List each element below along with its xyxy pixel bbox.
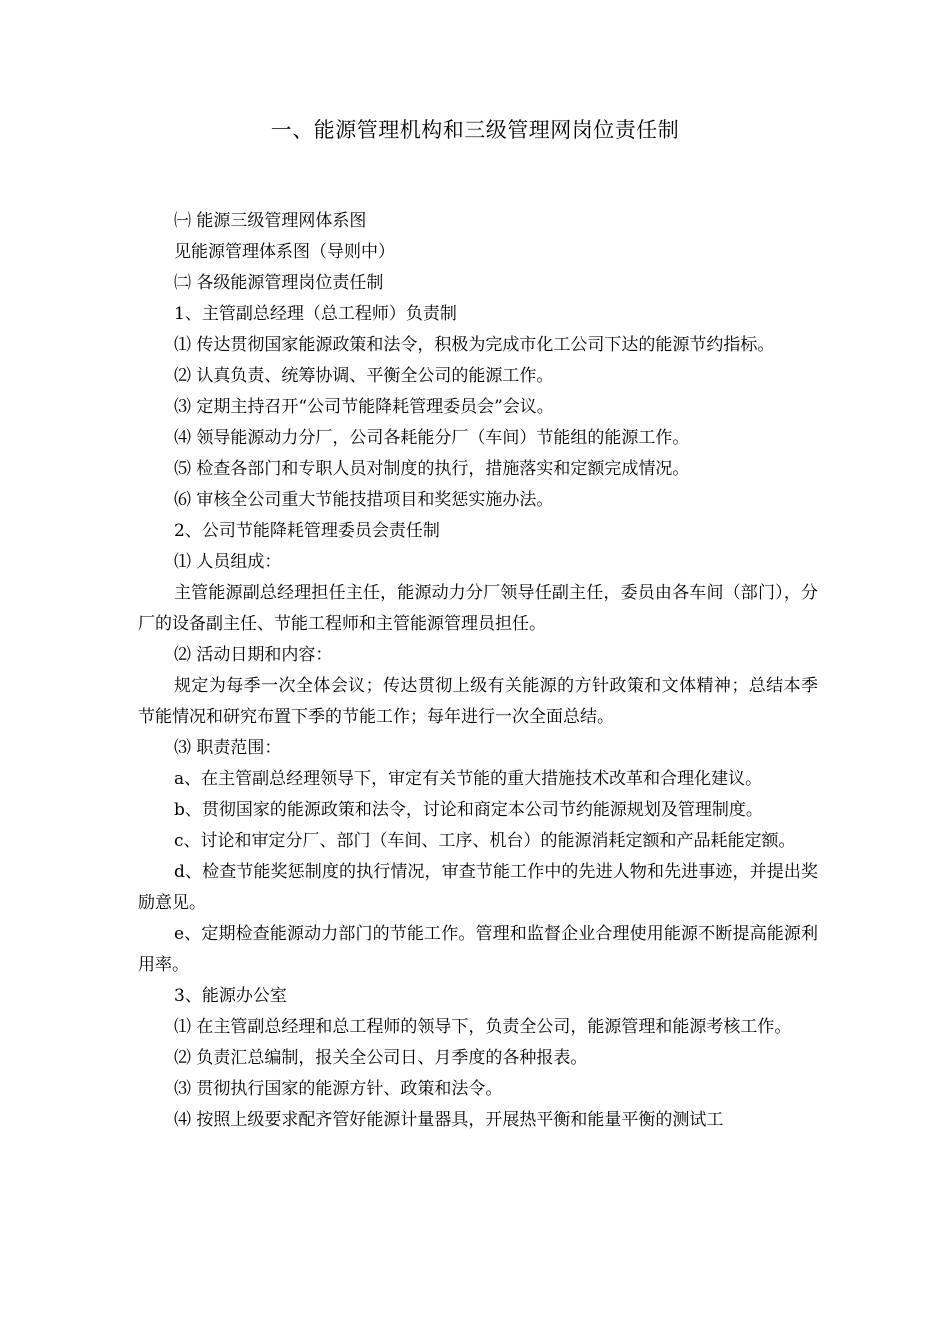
paragraph: ⑵ 认真负责、统筹协调、平衡全公司的能源工作。 [174,366,554,386]
paragraph: b、贯彻国家的能源政策和法令，讨论和商定本公司节约能源规划及管理制度。 [174,800,763,820]
paragraph: 规定为每季一次全体会议；传达贯彻上级有关能源的方针政策和文体精神；总结本季节能情况和研究布置下季的节能工作；每年进行一次全面总结。 [138,676,818,727]
paragraph: ⑶ 定期主持召开“公司节能降耗管理委员会”会议。 [174,397,554,417]
paragraph: ⑶ 职责范围： [174,738,282,758]
paragraph: ⑴ 人员组成： [174,552,282,572]
paragraph: ⑷ 按照上级要求配齐管好能源计量器具，开展热平衡和能量平衡的测试工 [174,1110,724,1130]
paragraph: ⑴ 在主管副总经理和总工程师的领导下，负责全公司，能源管理和能源考核工作。 [174,1017,792,1037]
paragraph: ㈡ 各级能源管理岗位责任制 [174,273,384,293]
paragraph: ⑶ 贯彻执行国家的能源方针、政策和法令。 [174,1079,503,1099]
paragraph: 1、主管副总经理（总工程师）负责制 [174,304,457,324]
paragraph: 主管能源副总经理担任主任，能源动力分厂领导任副主任，委员由各车间（部门），分厂的设备副主任、节能工程师和主管能源管理员担任。 [138,583,818,634]
paragraph: c、讨论和审定分厂、部门（车间、工序、机台）的能源消耗定额和产品耗能定额。 [174,831,796,851]
paragraph: e、定期检查能源动力部门的节能工作。管理和监督企业合理使用能源不断提高能源利用率。 [138,924,818,975]
paragraph: a、在主管副总经理领导下，审定有关节能的重大措施技术改革和合理化建议。 [174,769,763,789]
document-body [138,206,818,1136]
document-title: 一、能源管理机构和三级管理网岗位责任制 [270,118,680,142]
paragraph: ⑸ 检查各部门和专职人员对制度的执行，措施落实和定额完成情况。 [174,459,690,479]
paragraph: ㈠ 能源三级管理网体系图 [174,211,367,231]
paragraph: d、检查节能奖惩制度的执行情况，审查节能工作中的先进人物和先进事迹，并提出奖励意见。 [138,862,818,913]
paragraph: ⑵ 活动日期和内容： [174,645,333,665]
paragraph: ⑹ 审核全公司重大节能技措项目和奖惩实施办法。 [174,490,554,510]
paragraph: 2、公司节能降耗管理委员会责任制 [174,521,440,541]
paragraph: ⑵ 负责汇总编制，报关全公司日、月季度的各种报表。 [174,1048,588,1068]
paragraph: ⑷ 领导能源动力分厂，公司各耗能分厂（车间）节能组的能源工作。 [174,428,690,448]
paragraph: 3、能源办公室 [174,986,287,1006]
paragraph: 见能源管理体系图（导则中） [174,242,395,262]
paragraph: ⑴ 传达贯彻国家能源政策和法令，积极为完成市化工公司下达的能源节约指标。 [174,335,775,355]
